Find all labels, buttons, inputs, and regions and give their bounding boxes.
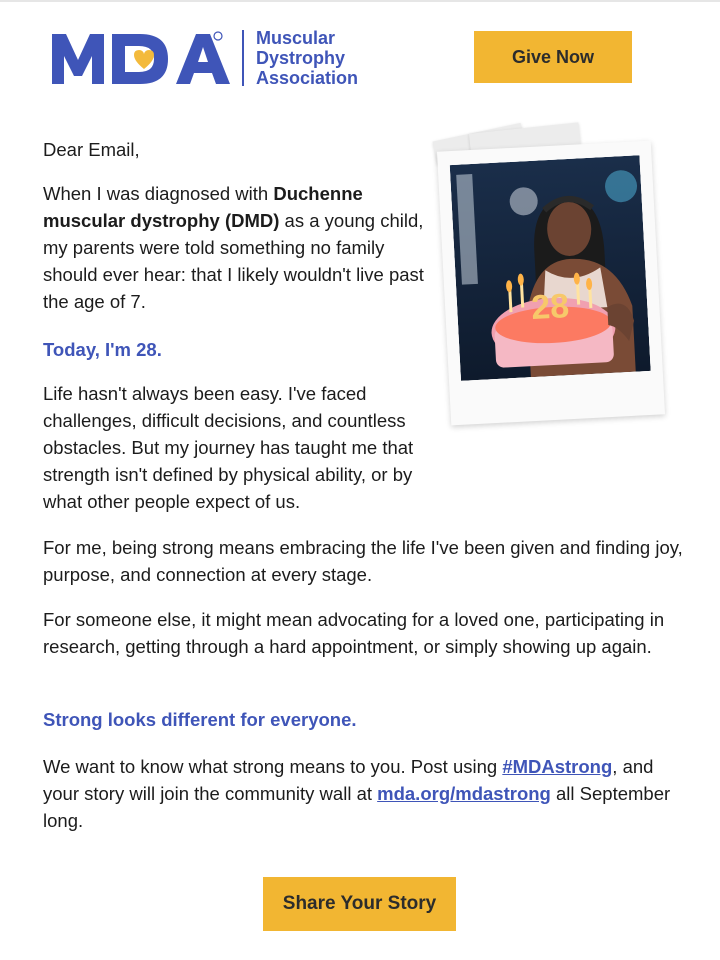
birthday-photo [450, 155, 651, 381]
hashtag-link[interactable]: #MDAstrong [502, 756, 613, 777]
mda-logo-mark [50, 28, 230, 88]
today-text: Today, I'm 28. [43, 339, 162, 360]
greeting-text: Dear Email, [43, 139, 140, 160]
logo-line-1: Muscular [256, 28, 336, 48]
paragraph-diagnosis [43, 180, 428, 315]
today-heading [43, 336, 423, 363]
journey-text: Life hasn't always been easy. I've faced challenges, difficult decisions, and countless obstacles. But my journey has taught me that strength isn't defined by physical ability, or by what other people expect of us. [43, 383, 414, 512]
cake-topper-number: 28 [530, 287, 571, 328]
greeting [43, 136, 423, 163]
email-header [0, 0, 720, 110]
share-your-story-button[interactable]: Share Your Story [263, 877, 456, 931]
community-wall-link[interactable]: mda.org/mdastrong [377, 783, 551, 804]
polaroid-photo-group [430, 120, 670, 450]
someone-else-text: For someone else, it might mean advocating for a loved one, participating in research, getting through a hard appointment, or simply showing up again. [43, 609, 665, 657]
diagnosis-rest: as a young child, my parents were told something no family should ever hear: that I likely wouldn't live past the age of 7. [43, 210, 424, 312]
community-text-a: We want to know what strong means to you. Post using [43, 756, 503, 777]
paragraph-being-strong [43, 534, 683, 588]
mda-logo[interactable] [50, 28, 358, 88]
birthday-photo-illustration [450, 155, 651, 381]
community-text-b: , and your story will join the community wall at [43, 756, 654, 804]
logo-line-2: Dystrophy [256, 48, 346, 68]
strong-text: Strong looks different for everyone. [43, 709, 357, 730]
logo-line-3: Association [256, 68, 359, 88]
strong-heading [43, 706, 683, 733]
polaroid-frame [437, 141, 665, 426]
diagnosis-bold: Duchenne muscular dystrophy (DMD) [43, 183, 363, 231]
logo-divider [242, 30, 244, 86]
community-text-c: all September long. [43, 783, 671, 831]
paragraph-journey [43, 380, 428, 515]
paragraph-community-wall [43, 753, 688, 834]
paragraph-someone-else [43, 606, 683, 660]
logo-wordmark [256, 28, 358, 88]
give-now-button[interactable]: Give Now [474, 31, 632, 83]
diagnosis-intro: When I was diagnosed with [43, 183, 274, 204]
being-strong-text: For me, being strong means embracing the life I've been given and finding joy, purpose, and connection at every stage. [43, 537, 683, 585]
